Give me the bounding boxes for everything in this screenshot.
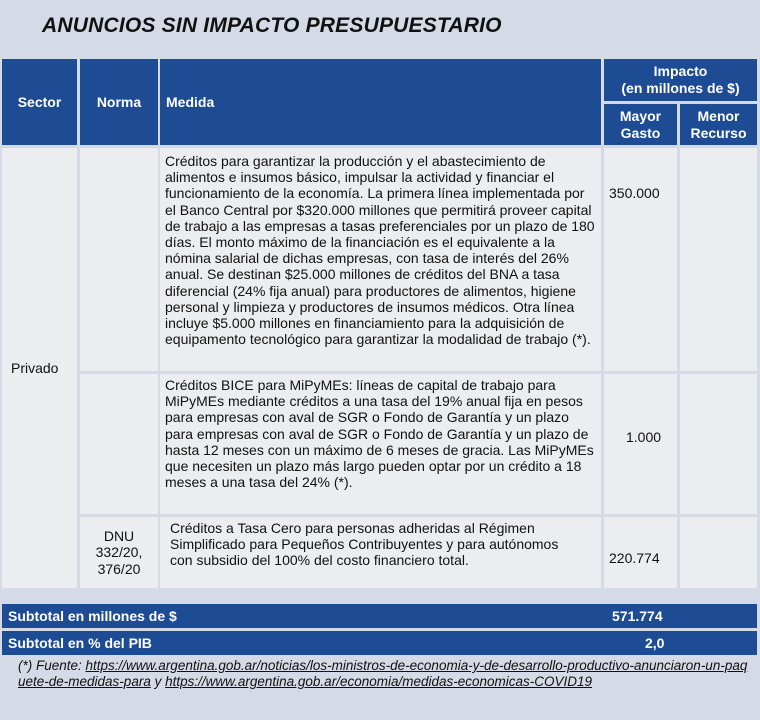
row1-menor-recurso — [680, 148, 757, 371]
row2-mayor-gasto-value: 1.000 — [626, 429, 662, 445]
subtotal-millones-value: 571.774 — [612, 608, 663, 624]
row3-norma — [80, 517, 158, 588]
header-mayor-gasto — [604, 104, 677, 145]
subtotal-millones-row — [2, 604, 757, 628]
row3-norma-text: DNU 332/20, 376/20 — [95, 528, 143, 577]
header-medida — [160, 59, 601, 145]
source-link-2[interactable]: https://www.argentina.gob.ar/economia/medidas-economicas-COVID19 — [165, 674, 593, 689]
subtotal-pib-label: Subtotal en % del PIB — [8, 635, 152, 651]
source-note — [18, 658, 748, 690]
source-connector: y — [150, 674, 166, 689]
row2-mayor-gasto — [604, 374, 677, 514]
row1-norma — [80, 148, 158, 371]
row3-medida-text: Créditos a Tasa Cero para personas adheridas al Régimen Simplificado para Pequeños Contribuyentes y para autónomos con subsidio del 100% del costo financiero total. — [170, 520, 559, 569]
row2-medida-text: Créditos BICE para MiPyMEs: líneas de capital de trabajo para MiPyMEs mediante créditos a una tasa del 19% anual fija en pesos para empresas con aval de SGR o Fondo de Garantía y un plazo para empresas con aval de SGR o Fondo de Garantía y un plazo de hasta 12 meses con un máximo de 6 meses de gracia. Las MiPyMEs que necesiten un plazo más largo pueden optar por un crédito a 18 meses a una tasa del 24% (*). — [165, 377, 594, 491]
source-link-1[interactable]: https://www.argentina.gob.ar/noticias/los-ministros-de-economia-y-de-desarrollo-productivo-anunciaron-un-paquete-de-medidas-para — [18, 658, 748, 689]
row3-menor-recurso — [680, 517, 757, 588]
sector-label: Privado — [11, 359, 59, 376]
header-sector — [2, 59, 77, 145]
row2-medida — [160, 374, 601, 514]
header-impacto-label: Impacto (en millones de $) — [621, 63, 740, 96]
row2-norma — [80, 374, 158, 514]
source-prefix: (*) Fuente: — [18, 658, 86, 673]
row1-medida — [160, 148, 601, 371]
row1-mayor-gasto-value: 350.000 — [609, 185, 660, 201]
header-sector-label: Sector — [17, 94, 62, 110]
sector-cell — [2, 148, 77, 588]
row2-menor-recurso — [680, 374, 757, 514]
header-menor-recurso-label: Menor Recurso — [690, 107, 747, 141]
row3-mayor-gasto-value: 220.774 — [609, 550, 660, 566]
subtotal-pib-row — [2, 631, 757, 655]
header-medida-label: Medida — [166, 94, 215, 110]
page-title: ANUNCIOS SIN IMPACTO PRESUPUESTARIO — [42, 14, 502, 37]
subtotal-pib-value: 2,0 — [645, 635, 665, 651]
header-mayor-gasto-label: Mayor Gasto — [619, 107, 662, 141]
header-norma — [80, 59, 158, 145]
row1-medida-text: Créditos para garantizar la producción y el abastecimiento de alimentos e insumos básico, impulsar la actividad y financiar el funcionamiento de la economía. La primera línea implementada por el Banco Central por $320.000 millones que permitirá proveer capital de trabajo a las empresas a tasas preferenciales por un plazo de 180 días. El monto máximo de la financiación es el equivalente a la nómina salarial de dichas empresas, con tasa de interés del 26% anual. Se destinan $25.000 millones de créditos del BNA a tasa diferencial (24% fija anual) para productores de alimentos, higiene personal y limpieza y productores de insumos médicos. Otra línea incluye $5.000 millones en financiamiento para la adquisición de equipamento tecnológico para garantizar la modalidad de trabajo (*). — [165, 153, 595, 348]
subtotal-millones-label: Subtotal en millones de $ — [8, 608, 177, 624]
row3-mayor-gasto — [604, 517, 677, 588]
header-norma-label: Norma — [96, 94, 142, 110]
row1-mayor-gasto — [604, 148, 677, 371]
header-menor-recurso — [680, 104, 757, 145]
header-impacto — [604, 59, 757, 101]
row3-medida — [160, 517, 601, 588]
